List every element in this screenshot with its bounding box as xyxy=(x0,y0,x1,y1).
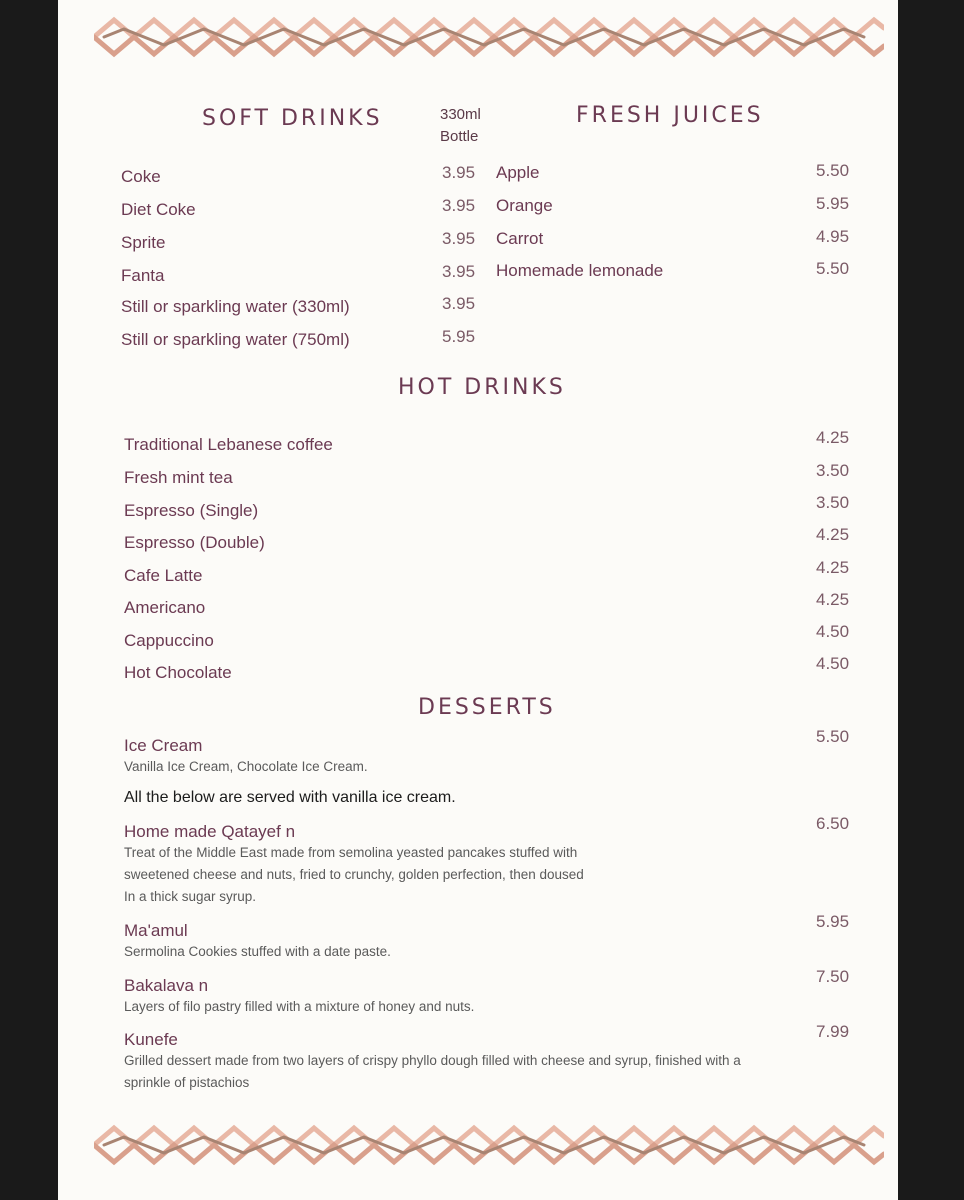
bottom-decorative-border xyxy=(94,1122,884,1168)
dessert-name: Bakalava n xyxy=(124,976,209,995)
dessert-description: Layers of filo pastry filled with a mixture of honey and nuts. xyxy=(124,999,475,1014)
soft-drink-price: 3.95 xyxy=(442,163,476,182)
soft-drink-name: Sprite xyxy=(121,233,166,252)
hot-drink-price: 4.25 xyxy=(816,558,850,577)
hot-drink-name: Espresso (Single) xyxy=(124,501,259,520)
dessert-description: Treat of the Middle East made from semolina yeasted pancakes stuffed with sweetened cheese and nuts, fried to crunchy, golden perfection, then doused In a thick sugar syrup. xyxy=(124,845,584,904)
hot-drink-price: 4.25 xyxy=(816,428,850,447)
dessert-name: Ice Cream xyxy=(124,736,203,755)
hot-drink-name: Americano xyxy=(124,598,206,617)
size-label xyxy=(440,104,481,148)
juice-price: 5.50 xyxy=(816,259,850,278)
juice-name: Homemade lemonade xyxy=(496,261,664,280)
juice-price: 5.95 xyxy=(816,194,850,213)
soft-drink-price: 3.95 xyxy=(442,196,476,215)
hot-drink-price: 3.50 xyxy=(816,493,850,512)
soft-drinks-heading: SOFT DRINKS xyxy=(202,106,383,131)
hot-drink-price: 4.50 xyxy=(816,654,850,673)
fresh-juices-heading: FRESH JUICES xyxy=(576,103,764,128)
size-label-ml: 330ml xyxy=(440,106,481,123)
menu-page xyxy=(58,0,898,1200)
juice-price: 5.50 xyxy=(816,161,850,180)
hot-drink-name: Espresso (Double) xyxy=(124,533,265,552)
soft-drink-price: 3.95 xyxy=(442,262,476,281)
hot-drink-price: 4.25 xyxy=(816,525,850,544)
hot-drink-name: Cappuccino xyxy=(124,631,214,650)
soft-drink-price: 5.95 xyxy=(442,327,476,346)
size-label-bottle: Bottle xyxy=(440,128,479,145)
hot-drinks-heading: HOT DRINKS xyxy=(398,375,566,400)
juice-name: Carrot xyxy=(496,229,544,248)
soft-drink-name: Still or sparkling water (750ml) xyxy=(121,330,350,349)
dessert-name: Ma'amul xyxy=(124,921,188,940)
dessert-price: 7.50 xyxy=(816,967,850,986)
dessert-description: Grilled dessert made from two layers of crispy phyllo dough filled with cheese and syrup, finished with a sprinkle of pistachios xyxy=(124,1053,741,1090)
dessert-description: Vanilla Ice Cream, Chocolate Ice Cream. xyxy=(124,759,368,774)
dessert-price: 5.50 xyxy=(816,727,850,746)
hot-drink-name: Traditional Lebanese coffee xyxy=(124,435,333,454)
dessert-name: Home made Qatayef n xyxy=(124,822,296,841)
desserts-note: All the below are served with vanilla ice cream. xyxy=(124,789,456,806)
soft-drink-price: 3.95 xyxy=(442,294,476,313)
hot-drink-name: Hot Chocolate xyxy=(124,663,232,682)
dessert-name: Kunefe xyxy=(124,1030,178,1049)
desserts-heading: DESSERTS xyxy=(418,695,556,720)
soft-drink-name: Still or sparkling water (330ml) xyxy=(121,297,350,316)
soft-drink-name: Diet Coke xyxy=(121,200,196,219)
dessert-price: 7.99 xyxy=(816,1022,850,1041)
hot-drink-name: Cafe Latte xyxy=(124,566,203,585)
soft-drink-name: Fanta xyxy=(121,266,165,285)
soft-drink-price: 3.95 xyxy=(442,229,476,248)
hot-drink-price: 3.50 xyxy=(816,461,850,480)
juice-name: Apple xyxy=(496,163,540,182)
juice-name: Orange xyxy=(496,196,553,215)
top-decorative-border xyxy=(94,14,884,60)
dessert-price: 5.95 xyxy=(816,912,850,931)
dessert-price: 6.50 xyxy=(816,814,850,833)
hot-drink-name: Fresh mint tea xyxy=(124,468,233,487)
juice-price: 4.95 xyxy=(816,227,850,246)
hot-drink-price: 4.25 xyxy=(816,590,850,609)
hot-drink-price: 4.50 xyxy=(816,622,850,641)
soft-drink-name: Coke xyxy=(121,167,161,186)
dessert-description: Sermolina Cookies stuffed with a date paste. xyxy=(124,944,391,959)
